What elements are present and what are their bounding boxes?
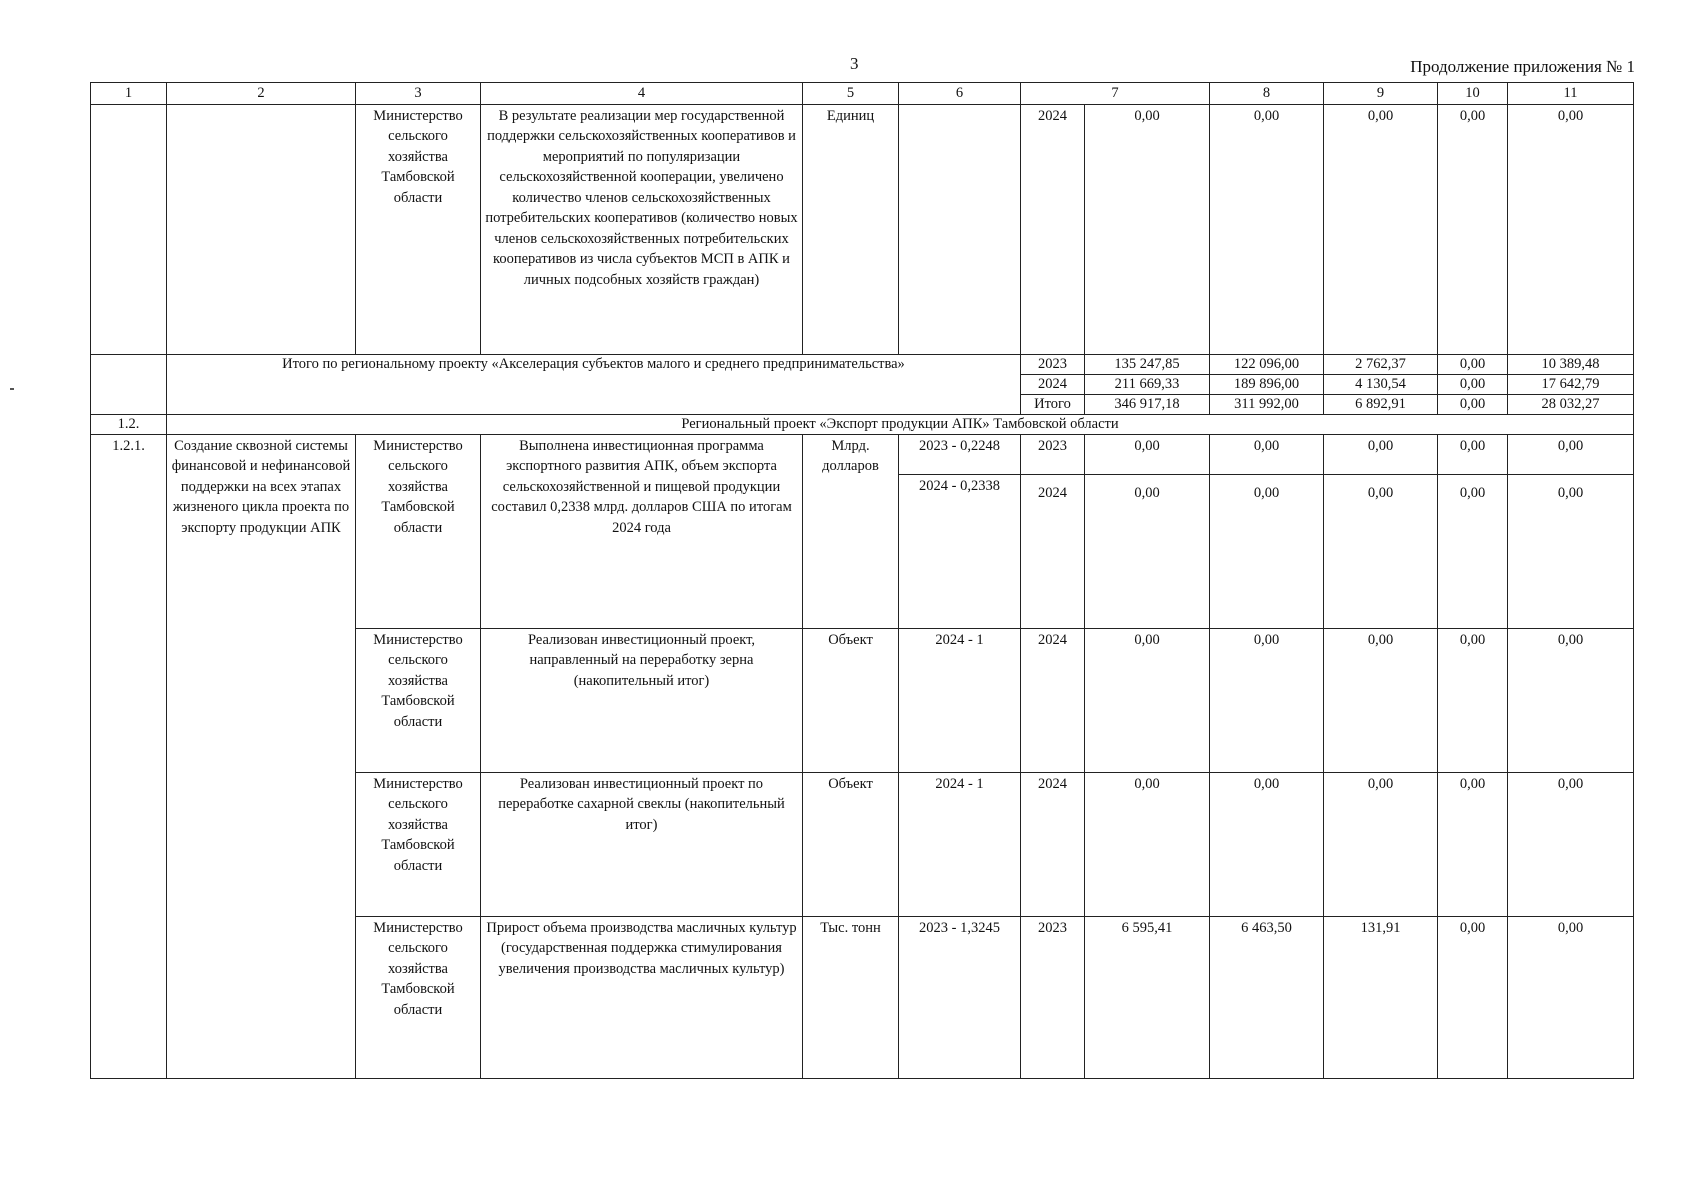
total-col11: 17 642,79: [1508, 374, 1634, 394]
total-col10: 0,00: [1438, 394, 1508, 414]
total-col11: 10 389,48: [1508, 354, 1634, 374]
result-cell: Реализован инвестиционный проект по переработке сахарной свеклы (накопительный итог): [481, 772, 803, 916]
value-col7: 0,00: [1085, 772, 1210, 916]
col-header-8: 8: [1210, 83, 1324, 105]
value-col10: 0,00: [1438, 434, 1508, 474]
event-name-cell: [167, 104, 356, 354]
appendix-label: Продолжение приложения № 1: [1410, 57, 1635, 76]
total-col9: 6 892,91: [1324, 394, 1438, 414]
target-cell: 2023 - 1,3245: [899, 916, 1021, 1078]
executor-cell: Министерство сельского хозяйства Тамбовской области: [356, 916, 481, 1078]
target-cell: 2024 - 0,2338: [899, 474, 1021, 628]
total-col7: 346 917,18: [1085, 394, 1210, 414]
row-number-cell: [91, 104, 167, 354]
value-col11: 0,00: [1508, 434, 1634, 474]
value-col8: 0,00: [1210, 474, 1324, 628]
table-row: [91, 104, 1634, 354]
year-cell: 2023: [1021, 434, 1085, 474]
value-col11: 0,00: [1508, 916, 1634, 1078]
total-col10: 0,00: [1438, 374, 1508, 394]
total-col9: 2 762,37: [1324, 354, 1438, 374]
value-col8: 6 463,50: [1210, 916, 1324, 1078]
col-header-4: 4: [481, 83, 803, 105]
value-col7: 0,00: [1085, 104, 1210, 354]
col-header-11: 11: [1508, 83, 1634, 105]
col-header-2: 2: [167, 83, 356, 105]
value-col8: 0,00: [1210, 628, 1324, 772]
value-col10: 0,00: [1438, 916, 1508, 1078]
table-row: [91, 434, 1634, 474]
total-number-cell: [91, 354, 167, 414]
value-col7: 0,00: [1085, 474, 1210, 628]
total-col7: 135 247,85: [1085, 354, 1210, 374]
result-cell: Выполнена инвестиционная программа экспортного развития АПК, объем экспорта сельскохозяйственной и пищевой продукции составил 0,2338 млрд. долларов США по итогам 2024 года: [481, 434, 803, 628]
target-cell: 2023 - 0,2248: [899, 434, 1021, 474]
value-col11: 0,00: [1508, 104, 1634, 354]
unit-cell: Объект: [803, 772, 899, 916]
column-number-row: [91, 83, 1634, 105]
value-col10: 0,00: [1438, 772, 1508, 916]
section-header-row: [91, 414, 1634, 434]
scan-mark: [10, 388, 14, 390]
col-header-1: 1: [91, 83, 167, 105]
result-cell: В результате реализации мер государственной поддержки сельскохозяйственных кооперативов и мероприятий по популяризации сельскохозяйственной кооперации, увеличено количество членов сельскохозяйственных потребительских кооперативов (количество новых членов сельскохозяйственных потребительских кооперативов из числа субъектов МСП в АПК и личных подсобных хозяйств граждан): [481, 104, 803, 354]
value-col9: 0,00: [1324, 434, 1438, 474]
total-col8: 311 992,00: [1210, 394, 1324, 414]
target-cell: 2024 - 1: [899, 772, 1021, 916]
value-col10: 0,00: [1438, 628, 1508, 772]
value-col8: 0,00: [1210, 434, 1324, 474]
unit-cell: Единиц: [803, 104, 899, 354]
value-col8: 0,00: [1210, 772, 1324, 916]
total-year: 2024: [1021, 374, 1085, 394]
value-col10: 0,00: [1438, 104, 1508, 354]
executor-cell: Министерство сельского хозяйства Тамбовской области: [356, 434, 481, 628]
value-col9: 0,00: [1324, 104, 1438, 354]
value-col10: 0,00: [1438, 474, 1508, 628]
col-header-3: 3: [356, 83, 481, 105]
col-header-10: 10: [1438, 83, 1508, 105]
page-number: 3: [850, 54, 859, 73]
col-header-6: 6: [899, 83, 1021, 105]
event-name-cell: Создание сквозной системы финансовой и нефинансовой поддержки на всех этапах жизненого цикла проекта по экспорту продукции АПК: [167, 434, 356, 1078]
total-year: 2023: [1021, 354, 1085, 374]
target-cell: [899, 104, 1021, 354]
result-cell: Реализован инвестиционный проект, направленный на переработку зерна (накопительный итог): [481, 628, 803, 772]
unit-cell: Объект: [803, 628, 899, 772]
executor-cell: Министерство сельского хозяйства Тамбовской области: [356, 772, 481, 916]
total-col10: 0,00: [1438, 354, 1508, 374]
value-col9: 0,00: [1324, 474, 1438, 628]
item-number: 1.2.1.: [91, 434, 167, 1078]
total-row: [91, 354, 1634, 374]
value-col11: 0,00: [1508, 628, 1634, 772]
value-col7: 0,00: [1085, 434, 1210, 474]
section-title: Региональный проект «Экспорт продукции АПК» Тамбовской области: [167, 414, 1634, 434]
year-cell: 2024: [1021, 628, 1085, 772]
col-header-5: 5: [803, 83, 899, 105]
col-header-9: 9: [1324, 83, 1438, 105]
section-number: 1.2.: [91, 414, 167, 434]
value-col9: 0,00: [1324, 628, 1438, 772]
year-cell: 2024: [1021, 474, 1085, 628]
result-cell: Прирост объема производства масличных культур (государственная поддержка стимулирования увеличения производства масличных культур): [481, 916, 803, 1078]
total-label: Итого по региональному проекту «Акселерация субъектов малого и среднего предпринимательства»: [167, 354, 1021, 414]
total-year: Итого: [1021, 394, 1085, 414]
year-cell: 2023: [1021, 916, 1085, 1078]
executor-cell: Министерство сельского хозяйства Тамбовской области: [356, 104, 481, 354]
total-col8: 189 896,00: [1210, 374, 1324, 394]
year-cell: 2024: [1021, 104, 1085, 354]
unit-cell: Тыс. тонн: [803, 916, 899, 1078]
total-col9: 4 130,54: [1324, 374, 1438, 394]
unit-cell: Млрд. долларов: [803, 434, 899, 628]
value-col7: 6 595,41: [1085, 916, 1210, 1078]
value-col9: 0,00: [1324, 772, 1438, 916]
value-col11: 0,00: [1508, 474, 1634, 628]
year-cell: 2024: [1021, 772, 1085, 916]
total-col8: 122 096,00: [1210, 354, 1324, 374]
total-col11: 28 032,27: [1508, 394, 1634, 414]
value-col7: 0,00: [1085, 628, 1210, 772]
total-col7: 211 669,33: [1085, 374, 1210, 394]
value-col9: 131,91: [1324, 916, 1438, 1078]
target-cell: 2024 - 1: [899, 628, 1021, 772]
value-col8: 0,00: [1210, 104, 1324, 354]
data-table: [90, 82, 1634, 1079]
col-header-7: 7: [1021, 83, 1210, 105]
executor-cell: Министерство сельского хозяйства Тамбовской области: [356, 628, 481, 772]
value-col11: 0,00: [1508, 772, 1634, 916]
